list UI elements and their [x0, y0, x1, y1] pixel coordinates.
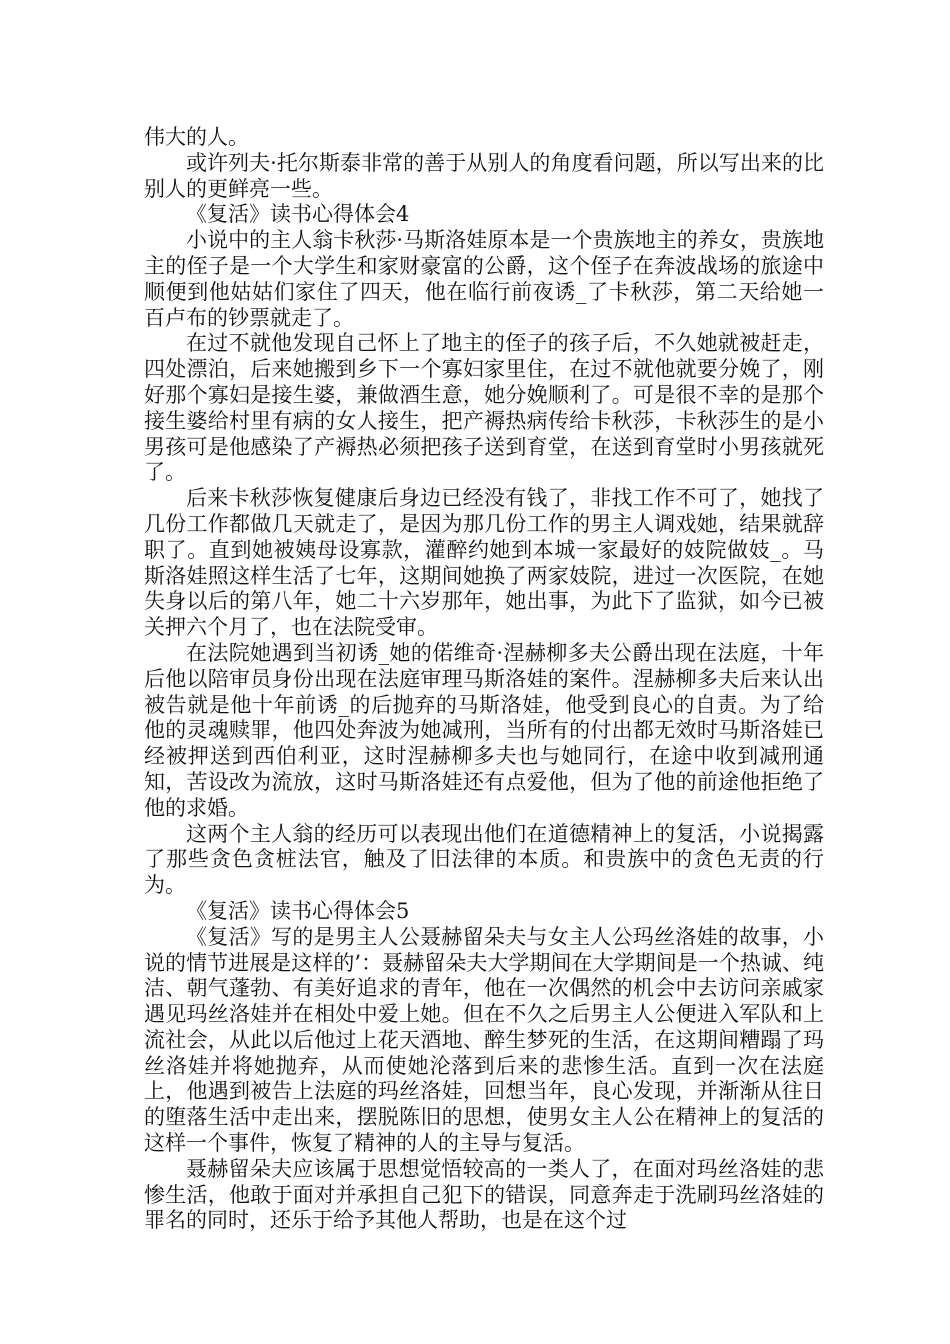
paragraph-continuation: 伟大的人。 [144, 125, 249, 149]
paragraph-katyusha-downfall: 后来卡秋莎恢复健康后身边已经没有钱了，非找工作不可了，她找了几份工作都做几天就走了，是因为那几份工作的男主人调戏她，结果就辞职了。直到她被姨母设寡款，灌醉约她到本城一家最好的妓院做妓_。马斯洛娃照这样生活了七年，这期间她换了两家妓院，进过一次医院，在她失身以后的第八年，她二十六岁那年，她出事，为此下了监狱，如今已被关押六个月了，也在法院受审。 [144, 486, 824, 640]
document-page [144, 125, 824, 1234]
paragraph-resurrection-meaning: 这两个主人翁的经历可以表现出他们在道德精神上的复活，小说揭露了那些贪色贪桩法官，触及了旧法律的本质。和贵族中的贪色无责的行为。 [144, 821, 824, 898]
paragraph-katyusha-child: 在过不就他发现自己怀上了地主的侄子的孩子后，不久她就被赶走，四处漂泊，后来她搬到乡下一个寡妇家里住，在过不就他就要分娩了，刚好那个寡妇是接生婆，兼做酒生意，她分娩顺利了。可是很不幸的是那个接生婆给村里有病的女人接生，把产褥热病传给卡秋莎，卡秋莎生的是小男孩可是他感染了产褥热必须把孩子送到育堂，在送到育堂时小男孩就死了。 [144, 331, 824, 485]
section-heading-5: 《复活》读书心得体会5 [186, 898, 410, 923]
paragraph-nekhlyudov-character: 聂赫留朵夫应该属于思想觉悟较高的一类人了，在面对玛丝洛娃的悲惨生活，他敢于面对并承担自己犯下的错误，同意奔走于洗刷玛丝洛娃的罪名的同时，还乐于给予其他人帮助，也是在这个过 [144, 1156, 824, 1233]
paragraph-plot-summary: 《复活》写的是男主人公聂赫留朵夫与女主人公玛丝洛娃的故事，小说的情节进展是这样的’：聂赫留朵夫大学期间在大学期间是一个热诚、纯洁、朝气蓬勃、有美好追求的青年，他在一次偶然的机会中去访问亲戚家遇见玛丝洛娃并在相处中爱上她。但在不久之后男主人公便进入军队和上流社会，从此以后他过上花天酒地、醉生梦死的生活，在这期间糟蹋了玛丝洛娃并将她抛弃，从而使她沦落到后来的悲惨生活。直到一次在法庭上，他遇到被告上法庭的玛丝洛娃，回想当年，良心发现，并渐渐从往日的堕落生活中走出来，摆脱陈旧的思想，使男女主人公在精神上的复活的这样一个事件，恢复了精神的人的主导与复活。 [144, 924, 824, 1156]
section-heading-4: 《复活》读书心得体会4 [186, 202, 410, 227]
paragraph-tolstoy-perspective: 或许列夫·托尔斯泰非常的善于从别人的角度看问题，所以写出来的比别人的更鲜亮一些。 [144, 150, 824, 201]
paragraph-court-encounter: 在法院她遇到当初诱_她的偌维奇·涅赫柳多夫公爵出现在法庭，十年后他以陪审员身份出现在法庭审理马斯洛娃的案件。涅赫柳多夫后来认出被告就是他十年前诱_的后抛弃的马斯洛娃，他受到良心的自责。为了给他的灵魂赎罪，他四处奔波为她减刑，当所有的付出都无效时马斯洛娃已经被押送到西伯利亚，这时涅赫柳多夫也与她同行，在途中收到减刑通知，苦设改为流放，这时马斯洛娃还有点爱他，但为了他的前途他拒绝了他的求婚。 [144, 640, 824, 820]
paragraph-katyusha-origin: 小说中的主人翁卡秋莎·马斯洛娃原本是一个贵族地主的养女，贵族地主的侄子是一个大学生和家财豪富的公爵，这个侄子在奔波战场的旅途中顺便到他姑姑们家住了四天，他在临行前夜诱_了卡秋莎，第二天给她一百卢布的钞票就走了。 [144, 228, 824, 330]
